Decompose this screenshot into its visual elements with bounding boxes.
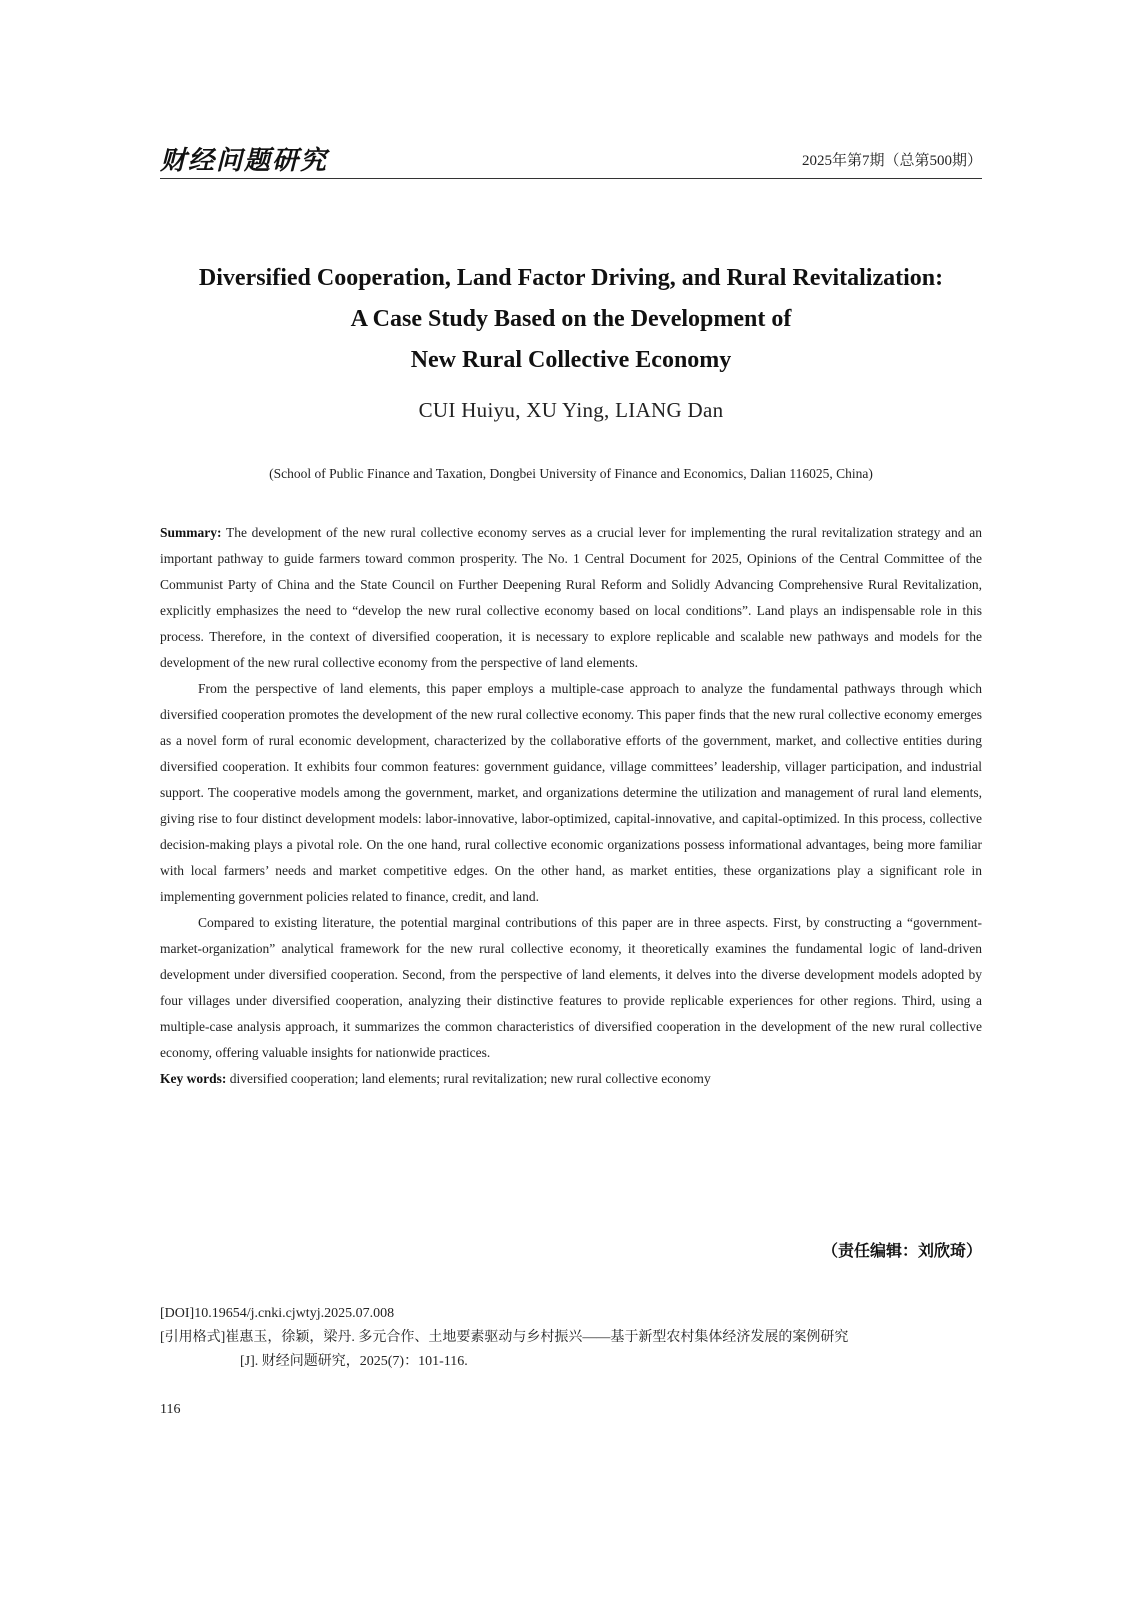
footnotes [160,1302,982,1374]
paper-title [160,258,982,381]
issue-info: 2025年第7期（总第500期） [801,153,982,169]
abstract-text: The development of the new rural collective economy serves as a crucial lever for implementing the rural revitalization strategy and an important pathway to guide farmers toward common prosperity. The No. 1 Central Document for 2025, Opinions of the Central Committee of the Communist Party of China and the State Council on Further Deepening Rural Reform and Solidly Advancing Comprehensive Rural Revitalization, explicitly emphasizes the need to “develop the new rural collective economy based on local conditions”. Land plays an indispensable role in this process. Therefore, in the context of diversified cooperation, it is necessary to explore replicable and scalable new pathways and models for the development of the new rural collective economy from the perspective of land elements. [160,525,982,670]
title-line: A Case Study Based on the Development of [350,306,792,332]
authors: CUI Huiyu, XU Ying, LIANG Dan [418,398,724,422]
citation-format-continued: [J]. 财经问题研究，2025(7)：101-116. [240,1354,468,1369]
abstract-paragraph: Compared to existing literature, the potential marginal contributions of this paper are in three aspects. First, by constructing a “government-market-organization” analytical framework for the new rural collective economy, it theoretically examines the fundamental logic of land-driven development under diversified cooperation. Second, from the perspective of land elements, it delves into the diverse development models adopted by four villages under diversified cooperation, analyzing their distinctive features to provide replicable experiences for other regions. Third, using a multiple-case analysis approach, it summarizes the common characteristics of diversified cooperation in the development of the new rural collective economy, offering valuable insights for nationwide practices. [160,915,982,1060]
citation-format: [引用格式]崔惠玉，徐颖，梁丹. 多元合作、土地要素驱动与乡村振兴——基于新型农村集体经济发展的案例研究 [160,1330,849,1345]
keywords-label: Key words: [160,1071,227,1086]
keywords-text: diversified cooperation; land elements; rural revitalization; new rural collective economy [229,1071,711,1086]
doi: [DOI]10.19654/j.cnki.cjwtyj.2025.07.008 [160,1306,395,1321]
paper-page [160,0,982,1600]
journal-logo: 财经问题研究 [160,146,329,176]
abstract-paragraph [160,520,982,676]
title-line: Diversified Cooperation, Land Factor Driving, and Rural Revitalization: [198,265,944,291]
keywords [160,1066,982,1092]
page-number: 116 [160,1402,181,1417]
abstract-paragraph: From the perspective of land elements, this paper employs a multiple-case approach to analyze the fundamental pathways through which diversified cooperation promotes the development of the new rural collective economy. This paper finds that the new rural collective economy emerges as a novel form of rural economic development, characterized by the collaborative efforts of the government, market, and collective entities during diversified cooperation. It exhibits four common features: government guidance, village committees’ leadership, villager participation, and industrial support. The cooperative models among the government, market, and organizations determine the utilization and management of rural land elements, giving rise to four distinct development models: labor-innovative, labor-optimized, capital-innovative, and capital-optimized. In this process, collective decision-making plays a pivotal role. On the one hand, rural collective economic organizations possess informational advantages, being more familiar with local farmers’ needs and market competitive edges. On the other hand, as market entities, these organizations play a significant role in implementing government policies related to finance, credit, and land. [160,681,982,904]
affiliation: (School of Public Finance and Taxation, Dongbei University of Finance and Economics, Dalian 116025, China) [269,466,873,481]
abstract [160,520,982,1092]
responsible-editor: （责任编辑：刘欣琦） [821,1241,982,1260]
summary-label: Summary: [160,525,222,540]
title-line: New Rural Collective Economy [410,347,732,373]
page-header [160,140,982,179]
